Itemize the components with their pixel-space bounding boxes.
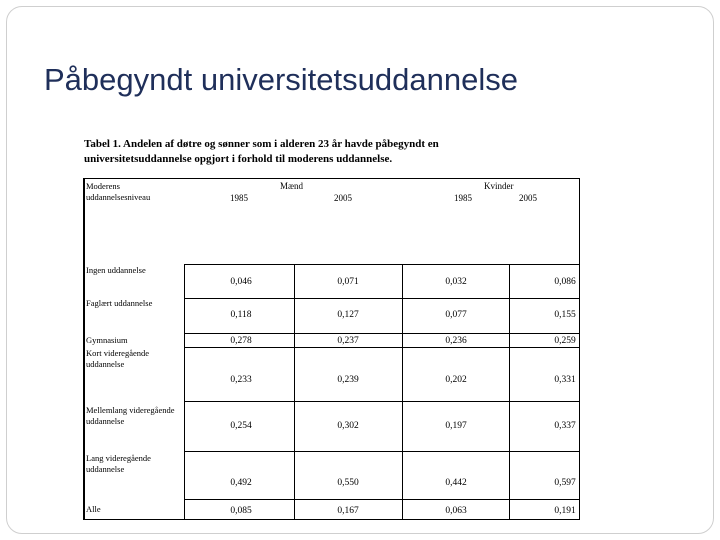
table-cell: 0,302 [337, 421, 359, 431]
table-cell: 0,046 [230, 277, 252, 287]
table-cell: 0,236 [445, 336, 467, 346]
year-women-1985: 1985 [454, 193, 472, 203]
table-cell: 0,167 [337, 506, 359, 516]
row-label: Gymnasium [86, 335, 128, 345]
row-divider [184, 333, 579, 334]
table-cell: 0,197 [445, 421, 467, 431]
data-table [83, 178, 580, 520]
row-header: Moderens uddannelsesniveau [86, 181, 151, 202]
table-cell: 0,331 [554, 375, 576, 385]
year-men-2005: 2005 [334, 193, 352, 203]
table-cell: 0,254 [230, 421, 252, 431]
table-cell: 0,202 [445, 375, 467, 385]
table-cell: 0,259 [554, 336, 576, 346]
row-divider [184, 298, 579, 299]
table-cell: 0,155 [554, 310, 576, 320]
row-divider [184, 264, 579, 265]
row-label: Ingen uddannelse [86, 265, 146, 275]
year-women-2005: 2005 [519, 193, 537, 203]
row-label: Alle [86, 504, 101, 514]
column-divider [402, 264, 403, 519]
row-label: Kort videregående uddannelse [86, 348, 150, 369]
row-divider [184, 499, 579, 500]
table-cell: 0,337 [554, 421, 576, 431]
table-cell: 0,127 [337, 310, 359, 320]
table-line [84, 179, 85, 519]
table-cell: 0,237 [337, 336, 359, 346]
table-cell: 0,233 [230, 375, 252, 385]
caption-line-1: Tabel 1. Andelen af døtre og sønner som i alderen 23 år havde påbegyndt en [84, 138, 439, 150]
table-cell: 0,492 [230, 478, 252, 488]
table-cell: 0,118 [230, 310, 252, 320]
row-divider [184, 401, 579, 402]
table-cell: 0,239 [337, 375, 359, 385]
table-cell: 0,191 [554, 506, 576, 516]
table-cell: 0,032 [445, 277, 467, 287]
table-cell: 0,086 [554, 277, 576, 287]
row-label: Faglært uddannelse [86, 298, 153, 308]
group-women: Kvinder [484, 181, 514, 191]
caption-line-2: universitetsuddannelse opgjort i forhold til moderens uddannelse. [84, 153, 393, 165]
row-label: Lang videregående uddannelse [86, 453, 151, 474]
row-label: Mellemlang videregående uddannelse [86, 405, 175, 426]
column-divider [509, 264, 510, 519]
table-cell: 0,077 [445, 310, 467, 320]
table-cell: 0,063 [445, 506, 467, 516]
table-cell: 0,071 [337, 277, 359, 287]
column-divider [294, 264, 295, 519]
row-divider [184, 347, 579, 348]
row-divider [184, 451, 579, 452]
group-men: Mænd [280, 181, 304, 191]
slide-title: Påbegyndt universitetsuddannelse [44, 62, 518, 97]
year-men-1985: 1985 [230, 193, 248, 203]
column-divider [184, 264, 185, 519]
table-cell: 0,597 [554, 478, 576, 488]
table-cell: 0,550 [337, 478, 359, 488]
table-cell: 0,278 [230, 336, 252, 346]
table-caption [84, 137, 504, 167]
table-cell: 0,442 [445, 478, 467, 488]
table-cell: 0,085 [230, 506, 252, 516]
